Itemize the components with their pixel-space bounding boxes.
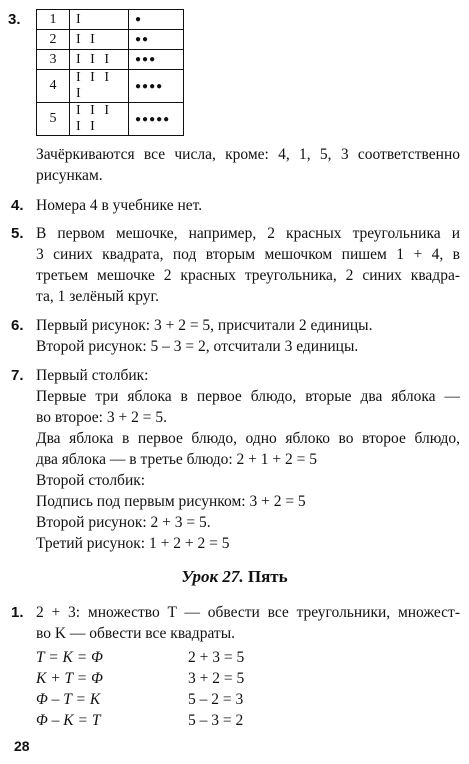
task-6-number: 6.	[11, 317, 24, 334]
task-5-number: 5.	[11, 225, 24, 242]
table-cell-dots: ●●●	[129, 50, 184, 70]
equation-left: Φ – T = K	[36, 691, 101, 708]
lesson-task-1-line1: 2 + 3: множество T — обвести все треугольники, множест-	[36, 604, 460, 621]
task-7-number: 7.	[11, 367, 24, 384]
lesson-title	[0, 567, 469, 587]
task-7-line5: два яблока — в третье блюдо: 2 + 1 + 2 = 5	[36, 451, 317, 468]
lesson-task-1-line2: во K — обвести все квадраты.	[36, 625, 235, 642]
table-cell-number: 2	[37, 30, 70, 50]
table-cell-dots: ●●●●	[129, 70, 184, 103]
table-cell-sticks: I I I	[70, 50, 129, 70]
lesson-title-number: Урок 27.	[181, 567, 244, 586]
task-5-line2: 3 синих квадрата, под вторым мешочком пишем 1 + 4, в	[36, 246, 460, 263]
task-7-line2: Первые три яблока в первое блюдо, вторые два яблока —	[36, 388, 460, 405]
task-6-line2: Второй рисунок: 5 – 3 = 2, отсчитали 3 единицы.	[36, 338, 359, 355]
table-row	[37, 30, 184, 50]
table-cell-sticks: I I I I	[70, 70, 129, 103]
equation-left: K + T = Φ	[36, 670, 103, 687]
task-7-line1: Первый столбик:	[36, 367, 149, 384]
table-cell-dots: ●●	[129, 30, 184, 50]
table-row	[37, 10, 184, 30]
task-6-line1: Первый рисунок: 3 + 2 = 5, присчитали 2 единицы.	[36, 317, 373, 334]
table-cell-sticks: I	[70, 10, 129, 30]
table-row	[37, 70, 184, 103]
task-7-line4: Два яблока в первое блюдо, одно яблоко во второе блюдо,	[36, 430, 460, 447]
table-cell-number: 5	[37, 103, 70, 136]
task-5-line1: В первом мешочке, например, 2 красных треугольника и	[36, 225, 460, 242]
table-cell-number: 4	[37, 70, 70, 103]
equation-left: Φ – K = T	[36, 712, 101, 729]
task-4-text: Номера 4 в учебнике нет.	[36, 197, 203, 214]
task-7-line7: Подпись под первым рисунком: 3 + 2 = 5	[36, 493, 306, 510]
equation-left: T = K = Φ	[36, 649, 103, 666]
table-cell-dots: ●●●●●	[129, 103, 184, 136]
table-cell-sticks: I I	[70, 30, 129, 50]
task-7-line8: Второй рисунок: 2 + 3 = 5.	[36, 514, 211, 531]
table-row	[37, 103, 184, 136]
page-number: 28	[14, 738, 30, 754]
task-3-text-line1: Зачёркиваются все числа, кроме: 4, 1, 5, 3 соответственно	[36, 146, 460, 163]
task-4-number: 4.	[11, 197, 24, 214]
task-3-number: 3.	[8, 11, 21, 28]
task-7-line6: Второй столбик:	[36, 472, 146, 489]
table-cell-number: 3	[37, 50, 70, 70]
counting-table	[36, 9, 184, 136]
lesson-task-1-number: 1.	[11, 604, 24, 621]
equation-right: 2 + 3 = 5	[188, 649, 245, 666]
equation-right: 5 – 3 = 2	[188, 712, 244, 729]
task-7-line9: Третий рисунок: 1 + 2 + 2 = 5	[36, 535, 230, 552]
table-cell-sticks: I I I I I	[70, 103, 129, 136]
table-cell-number: 1	[37, 10, 70, 30]
task-7-line3: во второе: 3 + 2 = 5.	[36, 409, 167, 426]
table-row	[37, 50, 184, 70]
task-5-line4: та, 1 зелёный круг.	[36, 288, 160, 305]
lesson-title-name: Пять	[247, 567, 288, 586]
task-3-text-line2: рисункам.	[36, 167, 103, 184]
task-5-line3: третьем мешочке 2 красных треугольника, 2 синих квадра-	[36, 267, 460, 284]
equation-right: 5 – 2 = 3	[188, 691, 244, 708]
table-cell-dots: ●	[129, 10, 184, 30]
equation-right: 3 + 2 = 5	[188, 670, 245, 687]
